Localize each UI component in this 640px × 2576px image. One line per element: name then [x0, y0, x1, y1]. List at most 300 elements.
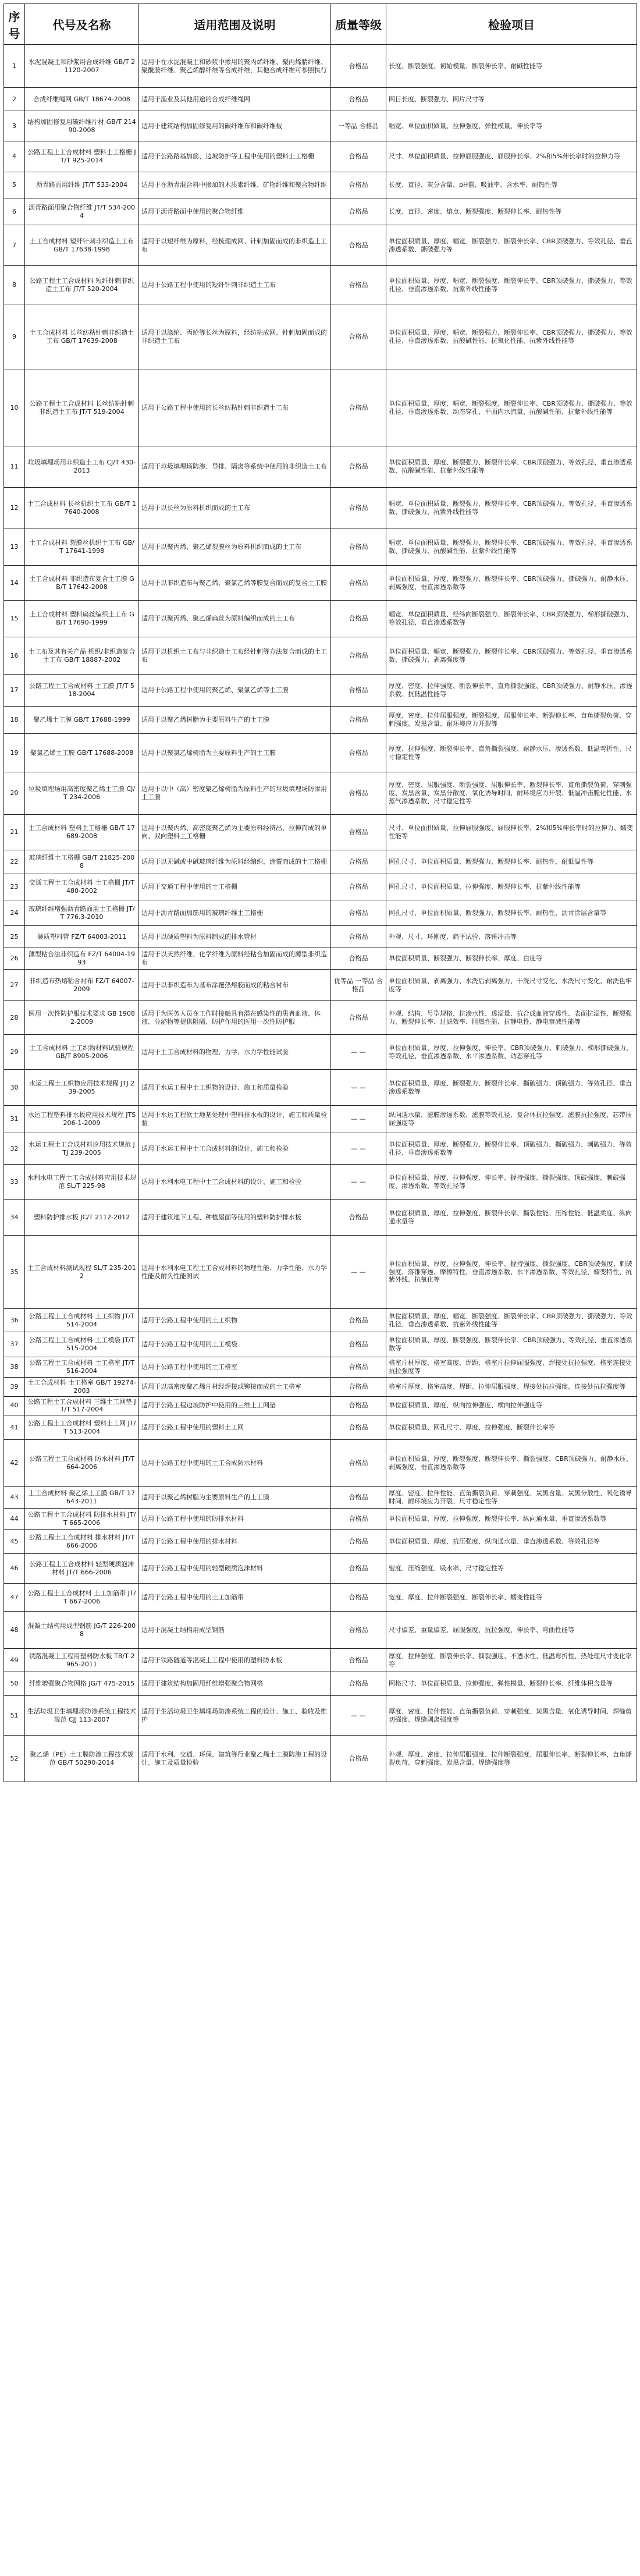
test-items: 单位面积质量、厚度、断裂强力、断裂伸长率、CBR顶破强力、撕破强力、耐静水压、剥离强度、垂直渗透系数等 [386, 566, 637, 601]
table-row [4, 601, 637, 637]
test-items: 单位面积质量、厚度、纵向拉伸强度、横向拉伸强度等 [386, 1396, 637, 1415]
test-items: 幅宽、单位面积质量、拉伸强度、弹性模量、伸长率等 [386, 111, 637, 141]
quality-grade: 合格品 [331, 1332, 386, 1357]
row-number: 19 [4, 734, 25, 772]
standard-code-name: 公路工程土工合成材料 排水材料 JT/T 666-2006 [25, 1530, 139, 1554]
table-row [4, 111, 637, 141]
row-number: 5 [4, 172, 25, 198]
row-number: 48 [4, 1612, 25, 1649]
row-number: 23 [4, 874, 25, 900]
scope-description: 适用于水利水电工程土工合成材料的物理性能、力学性能、水力学性能及耐久性能测试 [139, 1236, 331, 1309]
standard-code-name: 聚乙烯（PE）土工膜防渗工程技术规范 GB/T 50290-2014 [25, 1736, 139, 1782]
table-row [4, 1236, 637, 1309]
test-items: 幅宽、单位面积质量、断裂强力、断裂伸长率、CBR顶破强力、等效孔径、垂直渗透系数、撕破强力、抗酸碱性能、抗紫外线性能等 [386, 528, 637, 566]
quality-grade: 合格品 [331, 1554, 386, 1584]
table-row [4, 1584, 637, 1612]
row-number: 6 [4, 198, 25, 225]
test-items: 单位面积质量、网孔尺寸、厚度、拉伸强度、断裂伸长率等 [386, 1415, 637, 1440]
test-items: 厚度、拉伸强度、断裂伸长率、撕裂强度、不透水性、低温弯折性、热处理尺寸变化率等 [386, 1649, 637, 1672]
test-items: 单位面积质量、厚度、断裂强力、断裂伸长率、顶破强力、撕破强力、刺破强力、等效孔径、垂直渗透系数等 [386, 1133, 637, 1165]
quality-grade: 一等品 合格品 [331, 111, 386, 141]
standard-code-name: 垃圾填埋场用高密度聚乙烯土工膜 CJ/T 234-2006 [25, 772, 139, 815]
row-number: 37 [4, 1332, 25, 1357]
standard-code-name: 水运工程土工合成材料应用技术规范 JTJ 239-2005 [25, 1133, 139, 1165]
test-items: 幅宽、单位面积质量、断裂强力、断裂伸长率、CBR顶破强力、等效孔径、垂直渗透系数、撕破强力、抗紫外线性能等 [386, 488, 637, 528]
test-items: 网孔尺寸、单位面积质量、拉伸强度、断裂伸长率、抗紫外线性能等 [386, 874, 637, 900]
test-items: 厚度、拉伸强度、断裂伸长率、直角撕裂强度、耐静水压、渗透系数、低温弯折性、尺寸稳定性等 [386, 734, 637, 772]
scope-description: 适用于公路工程中使用的短纤针刺非织造土工布 [139, 266, 331, 304]
scope-description: 适用于以机织土工布与非织造土工布经针刺等方法复合而成的土工布 [139, 637, 331, 675]
quality-grade: — — [331, 1165, 386, 1200]
quality-grade: — — [331, 1035, 386, 1070]
row-number: 1 [4, 45, 25, 88]
test-items: 尺寸、单位面积质量、拉伸屈服强度、屈服伸长率、2%和5%伸长率时的拉伸力、蠕变性能等 [386, 815, 637, 850]
test-items: 厚度、密度、拉伸强度、断裂伸长率、直角撕裂强度、CBR顶破强力、耐静水压、渗透系数、抗低温性能等 [386, 675, 637, 707]
header-code: 代号及名称 [25, 4, 139, 45]
row-number: 31 [4, 1106, 25, 1133]
standard-code-name: 垃圾填埋场用非织造土工布 CJ/T 430-2013 [25, 446, 139, 488]
row-number: 40 [4, 1396, 25, 1415]
row-number: 13 [4, 528, 25, 566]
quality-grade: 合格品 [331, 1396, 386, 1415]
test-items: 单位面积质量、厚度、断裂强度、断裂伸长率、CBR顶破强力、等效孔径、垂直渗透系数等 [386, 1332, 637, 1357]
table-row [4, 1396, 637, 1415]
test-items: 网格尺寸、单位面积质量、拉伸强度、弹性模量、断裂伸长率、纤维体积含量等 [386, 1672, 637, 1696]
standard-code-name: 水泥混凝土和砂浆用合成纤维 GB/T 21120-2007 [25, 45, 139, 88]
scope-description: 适用于以聚丙烯、高密度聚乙烯为主要原料经挤出、拉伸而成的单向、双向塑料土工格栅 [139, 815, 331, 850]
quality-grade: 合格品 [331, 88, 386, 111]
quality-grade: 合格品 [331, 198, 386, 225]
row-number: 35 [4, 1236, 25, 1309]
standard-code-name: 公路工程土工合成材料 土工格室 JT/T 516-2004 [25, 1357, 139, 1378]
row-number: 41 [4, 1415, 25, 1440]
quality-grade: 合格品 [331, 601, 386, 637]
test-items: 格室片厚度、格室高度、焊距、拉伸屈服强度、焊接处抗拉强度、连接处抗拉强度等 [386, 1378, 637, 1397]
scope-description: 适用于以聚氯乙烯树脂为主要原料生产的土工膜 [139, 734, 331, 772]
row-number: 16 [4, 637, 25, 675]
scope-description: 适用于在水泥混凝土和砂浆中掺用的聚丙烯纤维、聚丙烯腈纤维、聚酰胺纤维、聚乙烯醇纤维等合成纤维，其他合成纤维可参照执行 [139, 45, 331, 88]
table-row [4, 1530, 637, 1554]
scope-description: 适用于公路工程中使用的轻型硬质泡沫材料 [139, 1554, 331, 1584]
quality-grade: 合格品 [331, 370, 386, 446]
test-items: 密度、压缩强度、吸水率、尺寸稳定性等 [386, 1554, 637, 1584]
table-row [4, 1165, 637, 1200]
header-scope: 适用范围及说明 [139, 4, 331, 45]
table-row [4, 370, 637, 446]
quality-grade: 合格品 [331, 948, 386, 970]
scope-description: 适用于以无碱或中碱玻璃纤维为原料经编织、涂覆而成的土工格栅 [139, 850, 331, 874]
test-items: 单位面积质量、厚度、断裂强力、断裂伸长率、CBR顶破强力、等效孔径、垂直渗透系数、抗酸碱性能、抗紫外线性能等 [386, 446, 637, 488]
standard-code-name: 公路工程土工合成材料 短纤针刺非织造土工布 JT/T 520-2004 [25, 266, 139, 304]
standard-code-name: 公路工程土工合成材料 长丝纺粘针刺非织造土工布 JT/T 519-2004 [25, 370, 139, 446]
scope-description: 适用于公路工程中使用的土工加筋带 [139, 1584, 331, 1612]
scope-description: 适用于以高密度聚乙烯片材经焊接或铆接而成的土工格室 [139, 1378, 331, 1397]
scope-description: 适用于以涤纶、丙纶等长丝为原料，经纺粘成网、针刺加固而成的非织造土工布 [139, 304, 331, 370]
scope-description: 适用于以长丝为原料机织而成的土工布 [139, 488, 331, 528]
scope-description: 适用于公路工程中使用的长丝纺粘针刺非织造土工布 [139, 370, 331, 446]
header-items: 检验项目 [386, 4, 637, 45]
scope-description: 适用于铁路隧道等混凝土工程中使用的塑料防水板 [139, 1649, 331, 1672]
standard-code-name: 公路工程土工合成材料 三维土工网垫 JT/T 517-2004 [25, 1396, 139, 1415]
standard-code-name: 纤维增强聚合物网格 JG/T 475-2015 [25, 1672, 139, 1696]
row-number: 26 [4, 948, 25, 970]
table-row [4, 948, 637, 970]
quality-grade: 合格品 [331, 1309, 386, 1332]
standard-code-name: 玻璃纤维土工格栅 GB/T 21825-2008 [25, 850, 139, 874]
table-row [4, 637, 637, 675]
test-items: 网孔尺寸、单位面积质量、断裂强力、断裂伸长率、耐热性、耐低温性等 [386, 850, 637, 874]
row-number: 33 [4, 1165, 25, 1200]
quality-grade: 合格品 [331, 304, 386, 370]
test-items: 单位面积质量、厚度、拉伸强度、伸长率、CBR顶破强力、刺破强力、梯形撕破强力、等效孔径、垂直渗透系数、水平渗透系数、动态穿孔等 [386, 1035, 637, 1070]
table-row [4, 1612, 637, 1649]
table-row [4, 1554, 637, 1584]
test-items: 长度、断裂强度、初始模量、断裂伸长率、耐碱性能等 [386, 45, 637, 88]
row-number: 52 [4, 1736, 25, 1782]
quality-grade: 合格品 [331, 172, 386, 198]
scope-description: 适用于为医务人员在工作时接触具有潜在感染性的患者血液、体液、分泌物等提供阻隔、防护作用的医用一次性防护服 [139, 1001, 331, 1035]
standard-code-name: 合成纤维绳网 GB/T 18674-2008 [25, 88, 139, 111]
row-number: 18 [4, 707, 25, 734]
table-row [4, 1378, 637, 1397]
row-number: 11 [4, 446, 25, 488]
standard-code-name: 公路工程土工合成材料 土工加筋带 JT/T 667-2006 [25, 1584, 139, 1612]
standard-code-name: 土工合成材料 非织造布复合土工膜 GB/T 17642-2008 [25, 566, 139, 601]
scope-description: 适用于公路路基加筋、边坡防护等工程中使用的塑料土工格栅 [139, 141, 331, 172]
row-number: 50 [4, 1672, 25, 1696]
scope-description: 适用于公路工程中使用的排水材料 [139, 1530, 331, 1554]
table-row [4, 304, 637, 370]
test-items: 长度、直径、密度、熔点、断裂强度、断裂伸长率、耐热性等 [386, 198, 637, 225]
table-row [4, 1357, 637, 1378]
table-row [4, 850, 637, 874]
quality-grade: 合格品 [331, 900, 386, 926]
header-grade: 质量等级 [331, 4, 386, 45]
quality-grade: 合格品 [331, 675, 386, 707]
scope-description: 适用于以聚乙烯树脂为主要原料生产的土工膜 [139, 707, 331, 734]
scope-description: 适用于混凝土结构用成型钢筋 [139, 1612, 331, 1649]
scope-description: 适用于公路工程中使用的土工模袋 [139, 1332, 331, 1357]
table-row [4, 707, 637, 734]
row-number: 34 [4, 1200, 25, 1236]
scope-description: 适用于建筑地下工程、种植屋面等使用的塑料防护排水板 [139, 1200, 331, 1236]
scope-description: 适用于公路工程中使用的防排水材料 [139, 1509, 331, 1530]
scope-description: 适用于公路工程中使用的聚乙烯、聚氯乙烯等土工膜 [139, 675, 331, 707]
standard-code-name: 水利水电工程土工合成材料应用技术规范 SL/T 225-98 [25, 1165, 139, 1200]
quality-grade: 合格品 [331, 1672, 386, 1696]
quality-grade: 合格品 [331, 637, 386, 675]
standard-code-name: 土工合成材料 裂膜丝机织土工布 GB/T 17641-1998 [25, 528, 139, 566]
quality-grade: — — [331, 1236, 386, 1309]
table-row [4, 900, 637, 926]
test-items: 厚度、密度、拉伸性能、直角撕裂负荷、穿刺强度、炭黑含量、炭黑分散性、氧化诱导时间、耐环境应力开裂、尺寸稳定性等 [386, 1487, 637, 1509]
scope-description: 适用于以聚丙烯、聚乙烯裂膜丝为原料机织而成的土工布 [139, 528, 331, 566]
table-row [4, 970, 637, 1001]
standard-code-name: 医用一次性防护服技术要求 GB 19082-2009 [25, 1001, 139, 1035]
scope-description: 适用于沥青路面中使用的聚合物纤维 [139, 198, 331, 225]
scope-description: 适用于以中（高）密度聚乙烯树脂为原料生产的垃圾填埋场防渗用土工膜 [139, 772, 331, 815]
scope-description: 适用于以硬质塑料为原料制成的排水管材 [139, 926, 331, 948]
row-number: 51 [4, 1696, 25, 1736]
test-items: 单位面积质量、厚度、幅宽、断裂强度、断裂伸长率、CBR顶破强力、撕破强力、等效孔径、垂直渗透系数、抗紫外线性能等 [386, 1309, 637, 1332]
quality-grade: — — [331, 1106, 386, 1133]
quality-grade: 合格品 [331, 815, 386, 850]
table-row [4, 1696, 637, 1736]
scope-description: 适用于生活垃圾卫生填埋场防渗系统工程的设计、施工、验收及维护 [139, 1696, 331, 1736]
row-number: 25 [4, 926, 25, 948]
scope-description: 适用于以聚丙烯、聚乙烯扁丝为原料编织而成的土工布 [139, 601, 331, 637]
quality-grade: 合格品 [331, 1612, 386, 1649]
table-row [4, 1106, 637, 1133]
test-items: 单位面积质量、厚度、拉伸强度、断裂伸长率、纵向通水量、垂直渗透系数等 [386, 1509, 637, 1530]
standard-code-name: 土工合成材料测试规程 SL/T 235-2012 [25, 1236, 139, 1309]
standards-table [3, 3, 637, 1782]
quality-grade: 合格品 [331, 1509, 386, 1530]
test-items: 单位面积质量、厚度、拉伸强度、伸长率、握持强度、撕裂强度、顶破强度、刺破强度、渗透系数、等效孔径等 [386, 1165, 637, 1200]
row-number: 30 [4, 1070, 25, 1106]
table-row [4, 1035, 637, 1070]
test-items: 单位面积质量、幅宽、断裂强力、断裂伸长率、CBR顶破强力、等效孔径、垂直渗透系数、撕破强力、剥离强度等 [386, 637, 637, 675]
quality-grade: 合格品 [331, 1415, 386, 1440]
scope-description: 适用于公路工程中使用的土工合成防水材料 [139, 1440, 331, 1487]
row-number: 29 [4, 1035, 25, 1070]
table-row [4, 45, 637, 88]
quality-grade: 合格品 [331, 850, 386, 874]
table-row [4, 88, 637, 111]
table-row [4, 1415, 637, 1440]
table-row [4, 198, 637, 225]
scope-description: 适用于渔业及其他用途的合成纤维绳网 [139, 88, 331, 111]
quality-grade: 合格品 [331, 1378, 386, 1397]
standard-code-name: 土工合成材料 长丝机织土工布 GB/T 17640-2008 [25, 488, 139, 528]
table-row [4, 1332, 637, 1357]
test-items: 厚度、密度、拉伸性能、直角撕裂负荷、穿刺强度、炭黑含量、氧化诱导时间、焊缝剪切强度、焊缝剥离强度等 [386, 1696, 637, 1736]
test-items: 外观、厚度、密度、拉伸屈服强度、拉伸断裂强度、屈服伸长率、断裂伸长率、直角撕裂负荷、穿刺强度、炭黑含量、焊缝强度等 [386, 1736, 637, 1782]
table-row [4, 1672, 637, 1696]
standard-code-name: 沥青路面用纤维 JT/T 533-2004 [25, 172, 139, 198]
row-number: 49 [4, 1649, 25, 1672]
table-row [4, 528, 637, 566]
test-items: 格室片材厚度、格室高度、焊距、格室片拉伸屈服强度、焊接处抗拉强度、格室连接处抗拉强度等 [386, 1357, 637, 1378]
test-items: 单位面积质量、厚度、幅宽、断裂强力、断裂伸长率、CBR顶破强力、等效孔径、垂直渗透系数、撕破强力等 [386, 225, 637, 266]
standard-code-name: 土工合成材料 土工织物材料试验规程 GB/T 8905-2006 [25, 1035, 139, 1070]
standard-code-name: 硬质塑料管 FZ/T 64003-2011 [25, 926, 139, 948]
table-row [4, 772, 637, 815]
scope-description: 适用于以非织造布与聚乙烯、聚氯乙烯等膜复合而成的复合土工膜 [139, 566, 331, 601]
standard-code-name: 生活垃圾卫生填埋场防渗系统工程技术规范 CJJ 113-2007 [25, 1696, 139, 1736]
scope-description: 适用于公路工程中使用的土工织物 [139, 1309, 331, 1332]
table-row [4, 1133, 637, 1165]
standard-code-name: 水运工程塑料排水板应用技术规程 JTS 206-1-2009 [25, 1106, 139, 1133]
standard-code-name: 土工合成材料 塑料扁丝编织土工布 GB/T 17690-1999 [25, 601, 139, 637]
quality-grade: 合格品 [331, 874, 386, 900]
quality-grade: 合格品 [331, 926, 386, 948]
row-number: 43 [4, 1487, 25, 1509]
standard-code-name: 公路工程土工合成材料 土工织物 JT/T 514-2004 [25, 1309, 139, 1332]
test-items: 尺寸、单位面积质量、拉伸屈服强度、屈服伸长率、2%和5%伸长率时的拉伸力等 [386, 141, 637, 172]
row-number: 3 [4, 111, 25, 141]
table-row [4, 266, 637, 304]
standard-code-name: 水运工程土工织物应用技术规程 JTJ 239-2005 [25, 1070, 139, 1106]
test-items: 幅宽、单位面积质量、经纬向断裂强力、断裂伸长率、CBR顶破强力、梯形撕破强力、等效孔径、垂直渗透系数等 [386, 601, 637, 637]
row-number: 38 [4, 1357, 25, 1378]
row-number: 24 [4, 900, 25, 926]
quality-grade: 合格品 [331, 1649, 386, 1672]
table-row [4, 734, 637, 772]
standard-code-name: 公路工程土工合成材料 土工模袋 JT/T 515-2004 [25, 1332, 139, 1357]
test-items: 单位面积质量、厚度、幅宽、断裂强力、断裂伸长率、CBR顶破强力、撕破强力、等效孔径、垂直渗透系数、抗酸碱性能、抗氧化性能、抗紫外线性能等 [386, 304, 637, 370]
test-items: 单位面积质量、厚度、幅宽、断裂强度、断裂伸长率、CBR顶破强力、撕破强力、等效孔径、垂直渗透系数、抗紫外线性能等 [386, 266, 637, 304]
table-row [4, 815, 637, 850]
row-number: 44 [4, 1509, 25, 1530]
test-items: 长度、直径、灰分含量、pH值、吸油率、含水率、耐热性等 [386, 172, 637, 198]
row-number: 36 [4, 1309, 25, 1332]
test-items: 外观、结构、号型规格、抗渗水性、透湿量、抗合成血液穿透性、表面抗湿性、断裂强力、断裂伸长率、过滤效率、阻燃性能、抗静电性、静电衰减性能等 [386, 1001, 637, 1035]
test-items: 单位面积质量、厚度、拉伸强度、伸长率、握持强度、撕裂强度、CBR顶破强度、刺破强度、落锥穿透、摩擦特性、垂直渗透系数、水平渗透系数、等效孔径、蠕变特性、抗紫外线、抗氧化等 [386, 1236, 637, 1309]
row-number: 12 [4, 488, 25, 528]
scope-description: 适用于土工合成材料的物理、力学、水力学性能试验 [139, 1035, 331, 1070]
test-items: 单位面积质量、剥离强力、水洗后剥离强力、干洗尺寸变化、水洗尺寸变化、耐洗色牢度等 [386, 970, 637, 1001]
table-row [4, 172, 637, 198]
row-number: 4 [4, 141, 25, 172]
test-items: 单位面积质量、断裂强力、断裂伸长率、厚度、白度等 [386, 948, 637, 970]
row-number: 17 [4, 675, 25, 707]
row-number: 15 [4, 601, 25, 637]
scope-description: 适用于在沥青混合料中掺加的木质素纤维、矿物纤维和聚合物纤维 [139, 172, 331, 198]
quality-grade: 合格品 [331, 1736, 386, 1782]
quality-grade: 合格品 [331, 45, 386, 88]
scope-description: 适用于垃圾填埋场防渗、导排、隔离等系统中使用的非织造土工布 [139, 446, 331, 488]
table-header-row [4, 4, 637, 45]
row-number: 39 [4, 1378, 25, 1397]
table-row [4, 141, 637, 172]
quality-grade: 合格品 [331, 734, 386, 772]
table-row [4, 1649, 637, 1672]
test-items: 网孔尺寸、单位面积质量、断裂强力、断裂伸长率、耐热性、沥青涂层含量等 [386, 900, 637, 926]
standard-code-name: 公路工程土工合成材料 防水材料 JT/T 664-2006 [25, 1440, 139, 1487]
quality-grade: 优等品 一等品 合格品 [331, 970, 386, 1001]
table-body [4, 45, 637, 1782]
scope-description: 适用于公路工程边坡防护中使用的三维土工网垫 [139, 1396, 331, 1415]
row-number: 42 [4, 1440, 25, 1487]
scope-description: 适用于水运工程软土地基处理中塑料排水板的设计、施工和质量检验 [139, 1106, 331, 1133]
row-number: 32 [4, 1133, 25, 1165]
row-number: 10 [4, 370, 25, 446]
row-number: 21 [4, 815, 25, 850]
table-row [4, 1309, 637, 1332]
row-number: 47 [4, 1584, 25, 1612]
quality-grade: 合格品 [331, 141, 386, 172]
standard-code-name: 土工合成材料 长丝纺粘针刺非织造土工布 GB/T 17639-2008 [25, 304, 139, 370]
row-number: 7 [4, 225, 25, 266]
standard-code-name: 玻璃纤维增强沥青路面用土工格栅 JT/T 776.3-2010 [25, 900, 139, 926]
table-row [4, 1001, 637, 1035]
standard-code-name: 非织造布热熔粘合衬布 FZ/T 64007-2009 [25, 970, 139, 1001]
scope-description: 适用于以聚乙烯树脂为主要原料生产的土工膜 [139, 1487, 331, 1509]
quality-grade: 合格品 [331, 1584, 386, 1612]
scope-description: 适用于公路工程中使用的塑料土工网 [139, 1415, 331, 1440]
row-number: 9 [4, 304, 25, 370]
quality-grade: 合格品 [331, 1001, 386, 1035]
quality-grade: 合格品 [331, 225, 386, 266]
row-number: 20 [4, 772, 25, 815]
test-items: 单位面积质量、厚度、拉伸强度、断裂伸长率、撕裂性能、压缩性能、低温柔度、纵向通水量等 [386, 1200, 637, 1236]
standard-code-name: 公路工程土工合成材料 轻型硬质泡沫材料 JT/T 666-2006 [25, 1554, 139, 1584]
row-number: 46 [4, 1554, 25, 1584]
quality-grade: 合格品 [331, 1440, 386, 1487]
standard-code-name: 公路工程土工合成材料 塑料土工网 JT/T 513-2004 [25, 1415, 139, 1440]
test-items: 纵向通水量、滤膜渗透系数、滤膜等效孔径、复合体抗拉强度、滤膜抗拉强度、芯带压屈强度等 [386, 1106, 637, 1133]
scope-description: 适用于建筑结构加固修复用的碳纤维布和碳纤维板 [139, 111, 331, 141]
standard-code-name: 公路工程土工合成材料 塑料土工格栅 JT/T 925-2014 [25, 141, 139, 172]
scope-description: 适用于交通工程中使用的土工格栅 [139, 874, 331, 900]
standard-code-name: 聚氯乙烯土工膜 GB/T 17688-2008 [25, 734, 139, 772]
test-items: 单位面积质量、厚度、抗压强度、纵向通水量、垂直渗透系数、等效孔径等 [386, 1530, 637, 1554]
standard-code-name: 土工合成材料 塑料土工格栅 GB/T 17689-2008 [25, 815, 139, 850]
table-row [4, 1200, 637, 1236]
scope-description: 适用于水利、交通、环保、建筑等行业聚乙烯土工膜防渗工程的设计、施工及质量检验 [139, 1736, 331, 1782]
quality-grade: 合格品 [331, 1200, 386, 1236]
standard-code-name: 混凝土结构用成型钢筋 JG/T 226-2008 [25, 1612, 139, 1649]
table-row [4, 1487, 637, 1509]
table-row [4, 488, 637, 528]
table-row [4, 1509, 637, 1530]
standard-code-name: 公路工程土工合成材料 土工膜 JT/T 518-2004 [25, 675, 139, 707]
test-items: 单位面积质量、厚度、断裂强度、断裂伸长率、撕裂强度、CBR顶破强力、耐静水压、剥离强度、垂直渗透系数等 [386, 1440, 637, 1487]
test-items: 外观、尺寸、环刚度、扁平试验、落锤冲击等 [386, 926, 637, 948]
standard-code-name: 土工合成材料 土工格室 GB/T 19274-2003 [25, 1378, 139, 1397]
table-row [4, 874, 637, 900]
standard-code-name: 沥青路面用聚合物纤维 JT/T 534-2004 [25, 198, 139, 225]
quality-grade: 合格品 [331, 707, 386, 734]
standard-code-name: 塑料防护排水板 JC/T 2112-2012 [25, 1200, 139, 1236]
table-row [4, 675, 637, 707]
quality-grade: 合格品 [331, 528, 386, 566]
scope-description: 适用于以天然纤维、化学纤维为原料经粘合加固而成的薄型非织造布 [139, 948, 331, 970]
quality-grade: 合格品 [331, 446, 386, 488]
quality-grade: 合格品 [331, 488, 386, 528]
test-items: 厚度、密度、屈服强度、断裂强度、屈服伸长率、断裂伸长率、直角撕裂负荷、穿刺强度、炭黑含量、炭黑分散度、氧化诱导时间、耐环境应力开裂、低温冲击脆化性能、水蒸气渗透系数、尺寸稳定性等 [386, 772, 637, 815]
quality-grade: 合格品 [331, 772, 386, 815]
scope-description: 适用于以短纤维为原料，经梳理成网、针刺加固而成的非织造土工布 [139, 225, 331, 266]
table-row [4, 446, 637, 488]
quality-grade: 合格品 [331, 566, 386, 601]
quality-grade: 合格品 [331, 1530, 386, 1554]
quality-grade: 合格品 [331, 1487, 386, 1509]
standard-code-name: 铁路混凝土工程用塑料防水板 TB/T 2965-2011 [25, 1649, 139, 1672]
scope-description: 适用于公路工程中使用的土工格室 [139, 1357, 331, 1378]
standard-code-name: 交通工程土工合成材料 土工格栅 JT/T 480-2002 [25, 874, 139, 900]
row-number: 22 [4, 850, 25, 874]
quality-grade: 合格品 [331, 1357, 386, 1378]
scope-description: 适用于沥青路面加筋用的玻璃纤维土工格栅 [139, 900, 331, 926]
row-number: 28 [4, 1001, 25, 1035]
row-number: 27 [4, 970, 25, 1001]
scope-description: 适用于水运工程中土工合成材料的设计、施工和检验 [139, 1133, 331, 1165]
row-number: 45 [4, 1530, 25, 1554]
test-items: 厚度、密度、拉伸屈服强度、断裂强度、屈服伸长率、断裂伸长率、直角撕裂负荷、穿刺强度、炭黑含量、耐环境应力开裂等 [386, 707, 637, 734]
table-row [4, 1070, 637, 1106]
standard-code-name: 公路工程土工合成材料 防排水材料 JT/T 665-2006 [25, 1509, 139, 1530]
row-number: 14 [4, 566, 25, 601]
scope-description: 适用于以非织造布为基布涂覆热熔胶而成的粘合衬布 [139, 970, 331, 1001]
table-row [4, 566, 637, 601]
scope-description: 适用于水利水电工程中土工合成材料的设计、施工和检验 [139, 1165, 331, 1200]
table-row [4, 926, 637, 948]
standard-code-name: 薄型粘合法非织造布 FZ/T 64004-1993 [25, 948, 139, 970]
test-items: 网目长度、断裂强力、网片尺寸等 [386, 88, 637, 111]
standard-code-name: 土工合成材料 聚乙烯土工膜 GB/T 17643-2011 [25, 1487, 139, 1509]
